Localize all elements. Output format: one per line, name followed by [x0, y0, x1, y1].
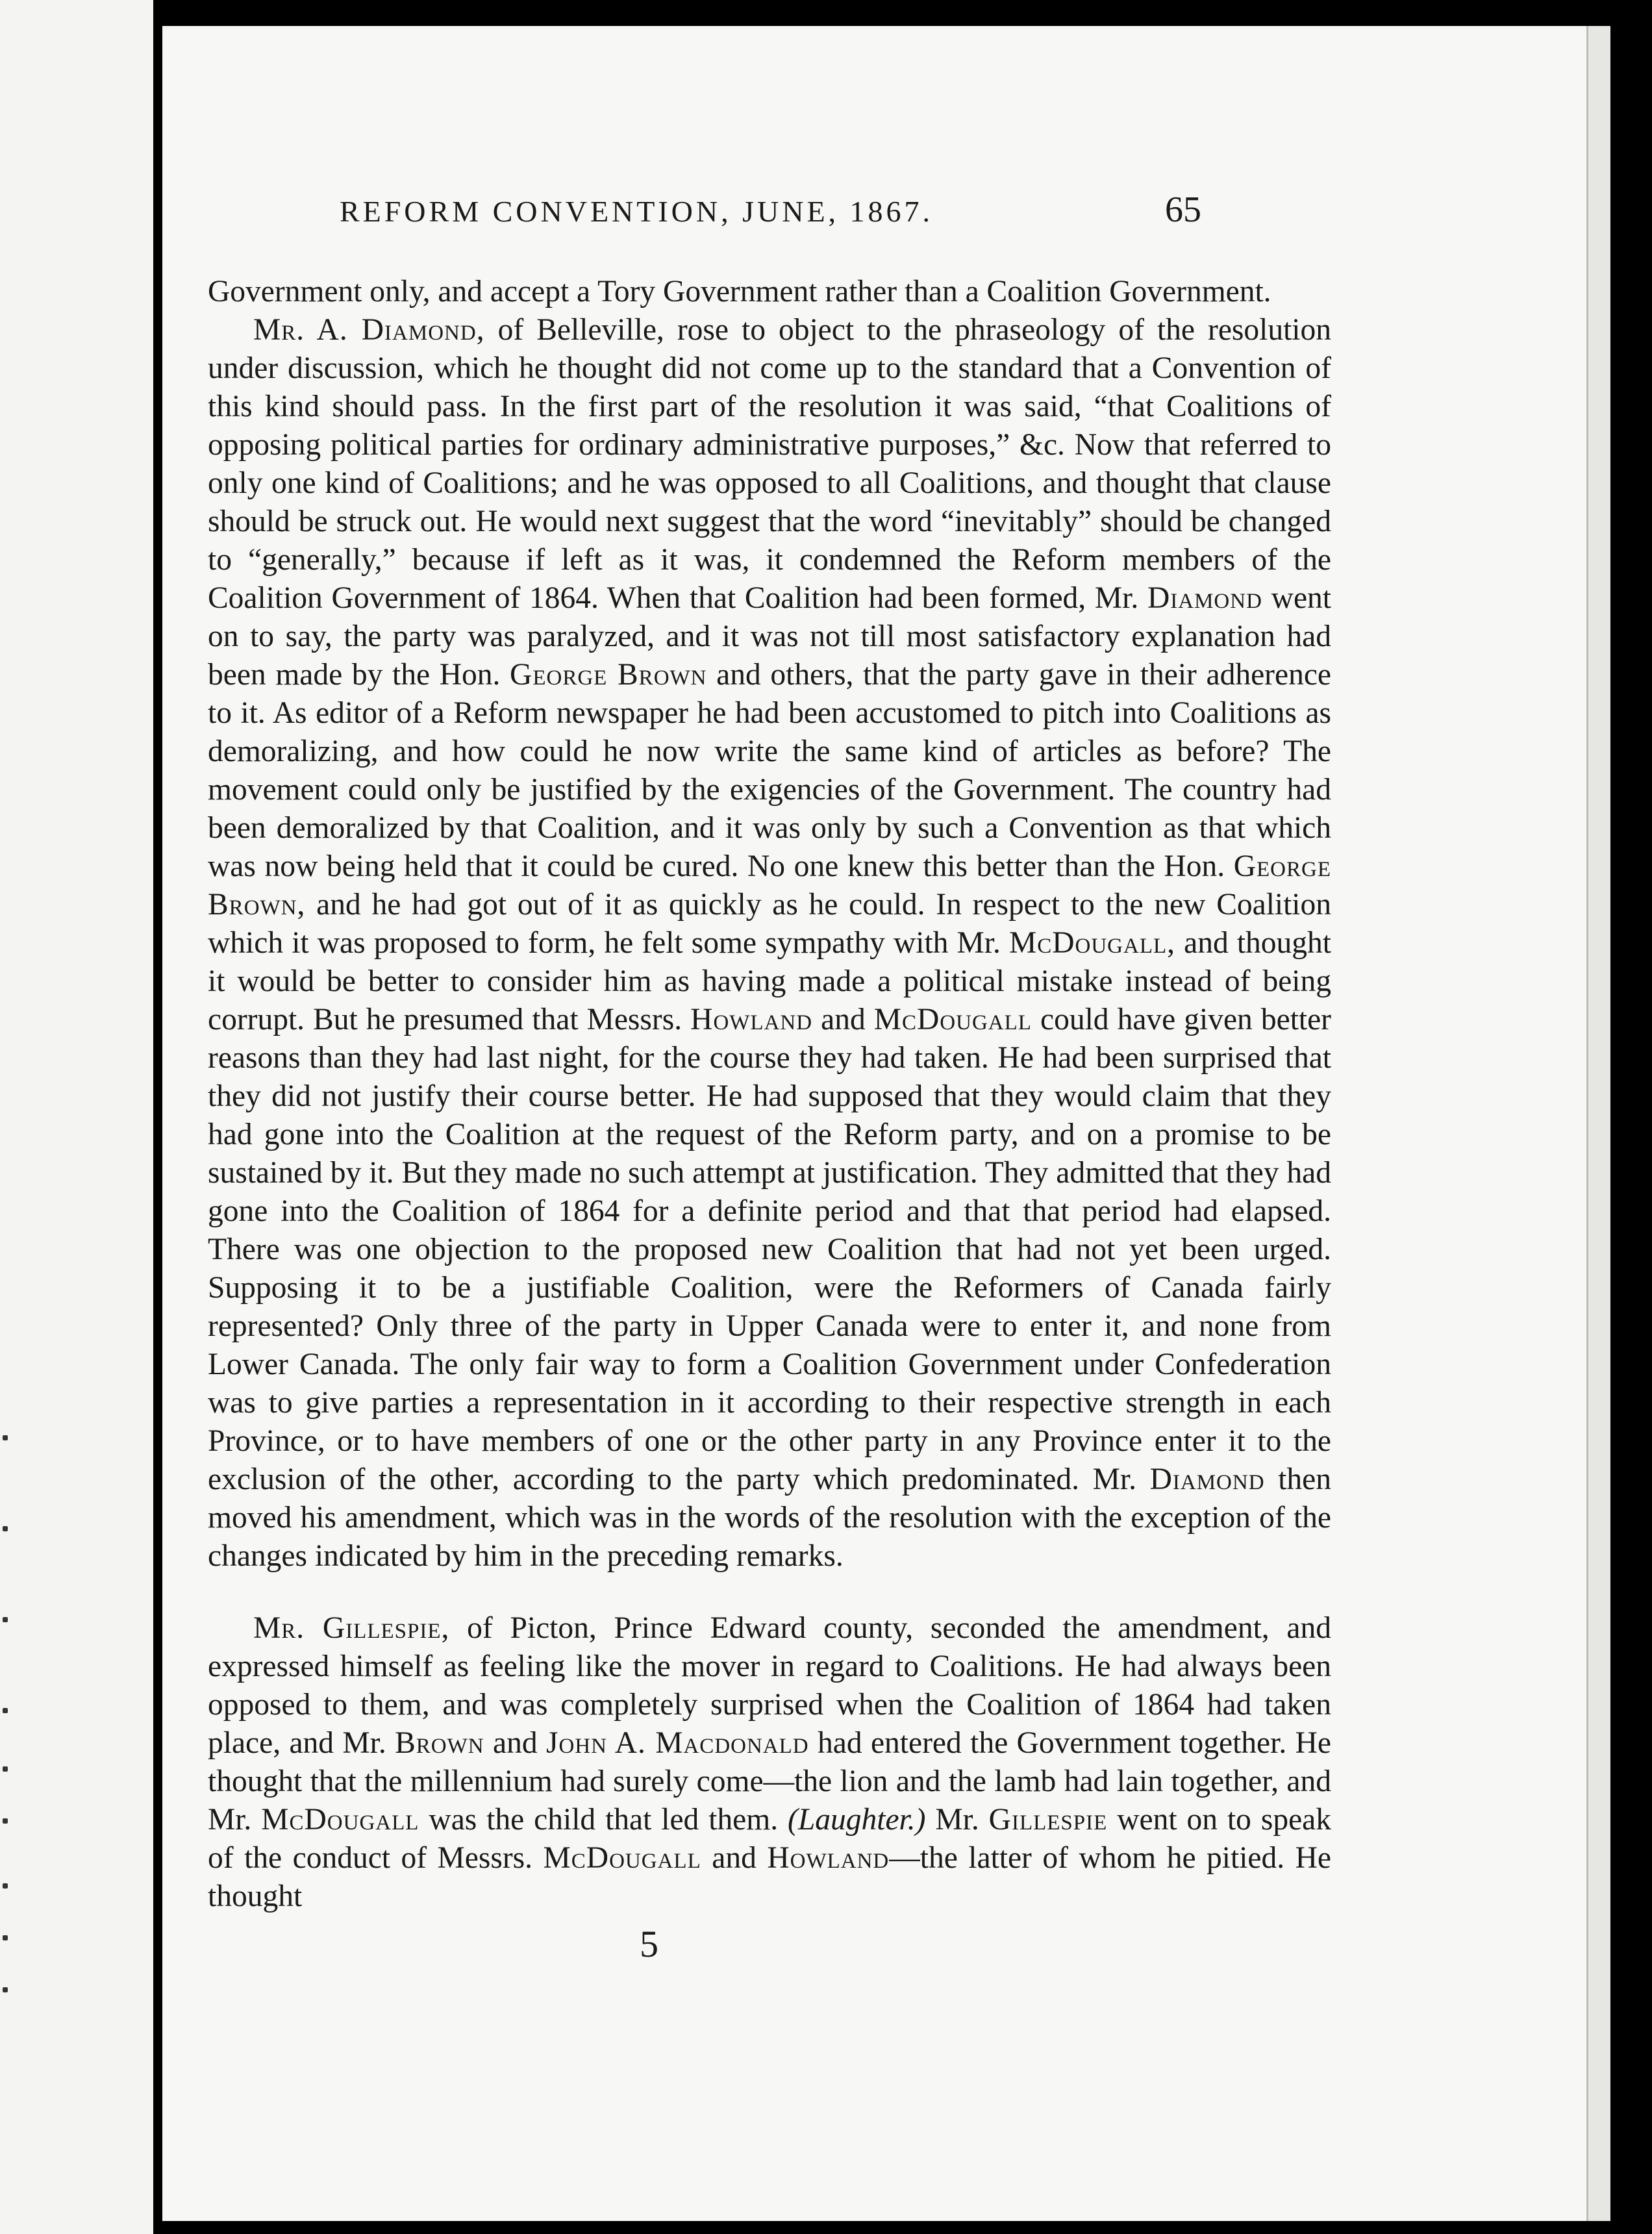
- running-head: REFORM CONVENTION, JUNE, 1867.: [339, 195, 934, 228]
- laughter-note: (Laughter.): [788, 1803, 926, 1837]
- facing-page-text-fragments: [0, 1429, 13, 2013]
- paragraph-gillespie-speech: Mr. Gillespie, of Picton, Prince Edward county, seconded the amendment, and expressed himself as feeling like the mover in regard to Coalitions. He had always been opposed to them, and was completely surprised when the Coalition of 1864 had taken place, and Mr. Brown and John A. Macdonald had entered the Government together. He thought that the millennium had surely come—the lion and the lamb had lain together, and Mr. McDougall was the child that led them. (Laughter.) Mr. Gillespie went on to speak of the conduct of Messrs. McDougall and Howland—the latter of whom he pitied. He thought: [208, 1611, 1331, 1913]
- speaker-name: Mr. Gillespie,: [253, 1611, 450, 1645]
- page-header: [208, 185, 1201, 244]
- paragraph-continuation: Government only, and accept a Tory Government rather than a Coalition Government.: [208, 275, 1271, 308]
- signature-mark: 5: [640, 1923, 658, 1965]
- speaker-name: Mr. A. Diamond,: [253, 313, 485, 347]
- book-gutter: [153, 0, 162, 2234]
- page-edge: [1586, 26, 1610, 2221]
- body-text: [208, 273, 1331, 1916]
- page-number: 65: [1165, 190, 1201, 230]
- paragraph-diamond-speech: Mr. A. Diamond, of Belleville, rose to object to the phraseology of the resolution under discussion, which he thought did not come up to the standard that a Convention of this kind should pass. In the first part of the resolution it was said, “that Coalitions of opposing political parties for ordinary administrative purposes,” &c. Now that referred to only one kind of Coalitions; and he was opposed to all Coalitions, and thought that clause should be struck out. He would next suggest that the word “inevitably” should be changed to “generally,” because if left as it was, it condemned the Reform members of the Coalition Government of 1864. When that Coalition had been formed, Mr. Diamond went on to say, the party was paralyzed, and it was not till most satisfactory explanation had been made by the Hon. George Brown and others, that the party gave in their adherence to it. As editor of a Reform newspaper he had been accustomed to pitch into Coalitions as demoralizing, and how could he now write the same kind of articles as before? The movement could only be justified by the exigencies of the Government. The country had been demoralized by that Coalition, and it was only by such a Convention as that which was now being held that it could be cured. No one knew this better than the Hon. George Brown, and he had got out of it as quickly as he could. In respect to the new Coalition which it was proposed to form, he felt some sympathy with Mr. McDougall, and thought it would be better to consider him as having made a political mistake instead of being corrupt. But he presumed that Messrs. Howland and McDougall could have given better reasons than they had last night, for the course they had taken. He had been surprised that they did not justify their course better. He had supposed that they would claim that they had gone into the Coalition at the request of the Reform party, and on a promise to be sustained by it. But they made no such attempt at justification. They admitted that they had gone into the Coalition of 1864 for a definite period and that that period had elapsed. There was one objection to the proposed new Coalition that had not yet been urged. Supposing it to be a justifiable Coalition, were the Reformers of Canada fairly represented? Only three of the party in Upper Canada were to enter it, and none from Lower Canada. The only fair way to form a Coalition Government under Confederation was to give parties a representation in it according to their respective strength in each Province, or to have members of one or the other party in any Province enter it to the exclusion of the other, according to the party which predominated. Mr. Diamond then moved his amendment, which was in the words of the resolution with the exception of the changes indicated by him in the preceding remarks.: [208, 313, 1331, 1573]
- facing-page-edge: [0, 0, 153, 2234]
